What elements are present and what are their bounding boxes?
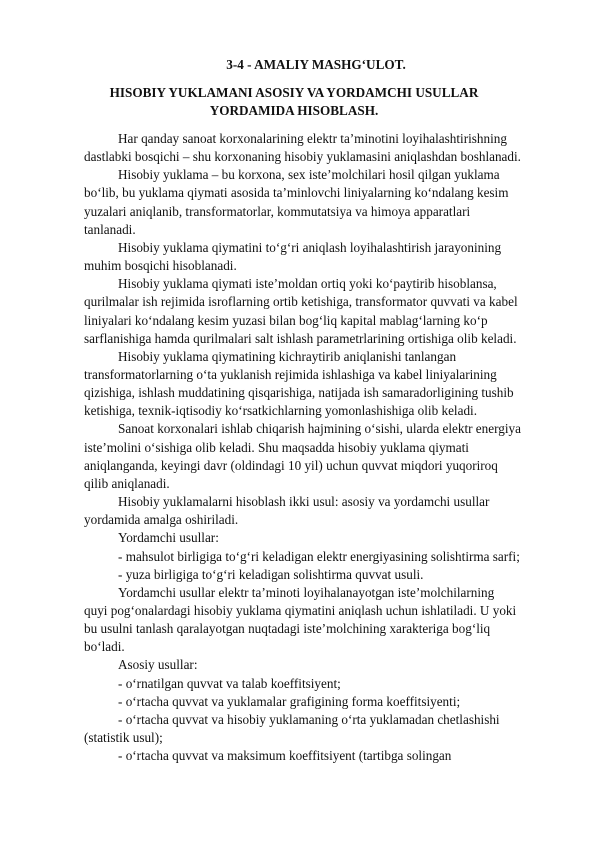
paragraph-line: Hisobiy yuklama qiymati iste’moldan ortiq yoki ko‘paytirib hisoblansa, (118, 276, 497, 292)
paragraph-line: muhim bosqichi hisoblanadi. (84, 258, 237, 273)
paragraph-line: - mahsulot birligiga to‘g‘ri keladigan elektr energiyasining solishtirma sarfi; (118, 548, 520, 564)
section-title-line-2: YORDAMIDA HISOBLASH. (209, 103, 379, 118)
paragraph-line: bo‘lib, bu yuklama qiymati asosida ta’minlovchi liniyalarning ko‘ndalang kesim (84, 185, 509, 201)
paragraph-line: aniqlanganda, keyingi davr (oldindagi 10 yil) uchun quvvat miqdori yuqoriroq (84, 457, 498, 473)
paragraph-line: transformatorlarning o‘ta yuklanish rejimida ishlashiga va kabel liniyalarining (84, 366, 497, 382)
paragraph-line: tanlanadi. (84, 221, 136, 237)
paragraph-line: bu usulni tanlash qaralayotgan nuqtadagi iste’molchining xarakteriga bog‘liq (84, 621, 491, 636)
practice-heading: 3-4 - AMALIY MASHG‘ULOT. (226, 57, 406, 72)
paragraph-line: - o‘rtacha quvvat va yuklamalar grafigining forma koeffitsiyenti; (118, 693, 461, 709)
paragraph-line: qurilmalar ish rejimida isroflarning ortib ketishiga, transformator quvvati va kabel (84, 294, 518, 310)
paragraph-line: ketishiga, texnik-iqtisodiy ko‘rsatkichlarning yomonlashishiga olib keladi. (84, 403, 477, 419)
paragraph-line: - o‘rnatilgan quvvat va talab koeffitsiyent; (118, 675, 341, 691)
paragraph-line: Yordamchi usullar: (118, 530, 219, 546)
paragraph-line: Hisobiy yuklamalarni hisoblash ikki usul: asosiy va yordamchi usullar (118, 494, 490, 509)
paragraph-line: Yordamchi usullar elektr ta’minoti loyihalanayotgan iste’molchilarning (118, 584, 495, 600)
paragraph-line: Hisobiy yuklama – bu korxona, sex iste’molchilari hosil qilgan yuklama (118, 167, 500, 183)
paragraph-line: Hisobiy yuklama qiymatini to‘g‘ri aniqlash loyihalashtirish jarayonining (118, 239, 502, 255)
paragraph-line: sarflanishiga hamda qurilmalari salt ishlash parametrlarining ortishiga olib keladi. (84, 330, 517, 346)
paragraph-line: qilib aniqlanadi. (84, 475, 170, 491)
paragraph-line: qizishiga, ishlash muddatining qisqarishiga, natijada ish samaradorligining tushib (84, 385, 514, 401)
paragraph-line: quyi pog‘onalardagi hisobiy yuklama qiymatini aniqlash uchun ishlatiladi. U yoki (84, 602, 517, 618)
paragraph-line: dastlabki bosqichi – shu korxonaning hisobiy yuklamasini aniqlashdan boshlanadi. (84, 149, 521, 165)
paragraph-line: Har qanday sanoat korxonalarining elektr ta’minotini loyihalashtirishning (118, 131, 507, 146)
paragraph-line: Sanoat korxonalari ishlab chiqarish hajmining o‘sishi, ularda elektr energiya (118, 421, 521, 437)
paragraph-line: - o‘rtacha quvvat va hisobiy yuklamaning o‘rta yuklamadan chetlashishi (118, 711, 500, 727)
paragraph-line: Hisobiy yuklama qiymatining kichraytirib aniqlanishi tanlangan (118, 348, 457, 364)
paragraph-line: yordamida amalga oshiriladi. (84, 512, 239, 528)
paragraph-line: - o‘rtacha quvvat va maksimum koeffitsiyent (tartibga solingan (118, 748, 452, 764)
paragraph-line: bo‘ladi. (84, 639, 125, 655)
paragraph-line: liniyalari ko‘ndalang kesim yuzasi bilan bog‘liq kapital mablag‘larning ko‘p (84, 312, 488, 328)
paragraph-line: iste’molini o‘sishiga olib keladi. Shu maqsadda hisobiy yuklama qiymati (84, 439, 469, 455)
paragraph-line: Asosiy usullar: (118, 657, 198, 673)
paragraph-line: yuzalari aniqlanib, transformatorlar, kommutatsiya va himoya apparatlari (84, 203, 471, 219)
paragraph-line: (statistik usul); (84, 729, 163, 745)
section-title-line-1: HISOBIY YUKLAMANI ASOSIY VA YORDAMCHI USULLAR (109, 85, 479, 100)
paragraph-line: - yuza birligiga to‘g‘ri keladigan solishtirma quvvat usuli. (118, 566, 424, 582)
